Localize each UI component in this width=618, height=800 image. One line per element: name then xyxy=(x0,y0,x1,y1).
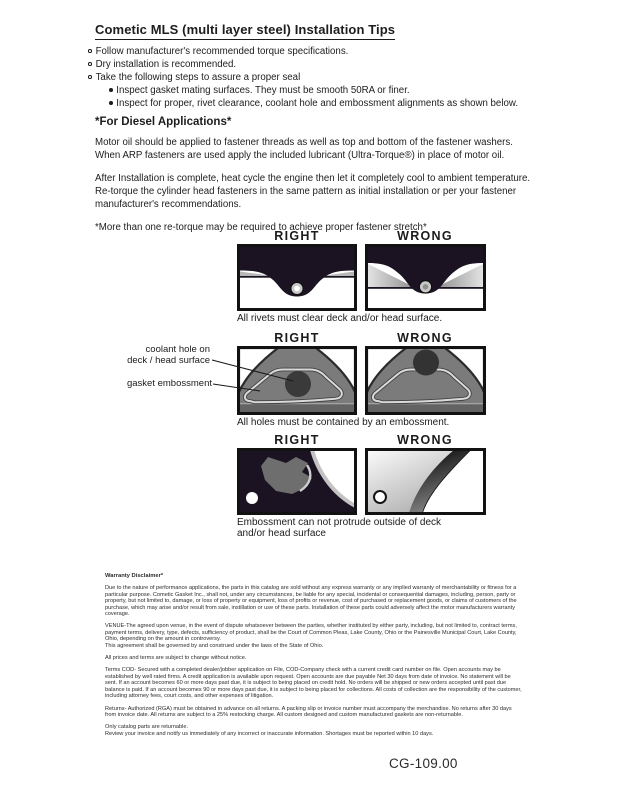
tip-bullet xyxy=(88,71,540,84)
diesel-paragraph-1: Motor oil should be applied to fastener threads as well as top and bottom of the fastener washers. When ARP fasteners are used apply the included lubricant (Ultra-Torque®) in place of motor oil. xyxy=(95,137,513,161)
wrong-label: WRONG xyxy=(397,331,453,345)
tip-sub-bullet xyxy=(88,84,540,97)
rivet-right-diagram xyxy=(237,244,357,311)
rivet-wrong-diagram xyxy=(365,244,486,311)
disclaimer-catalog-parts: Only catalog parts are returnable. xyxy=(105,724,189,731)
tip-text: Inspect gasket mating surfaces. They must be smooth 50RA or finer. xyxy=(116,85,410,96)
retorque-note: *More than one re-torque may be required to achieve proper fastener stretch* xyxy=(95,222,427,233)
bolt-hole xyxy=(374,491,386,503)
part-number: CG-109.00 xyxy=(389,756,458,771)
figure-caption-line-2: and/or head surface xyxy=(237,527,326,539)
figure-caption: All holes must be contained by an embossment. xyxy=(237,417,450,428)
tip-bullet xyxy=(88,45,540,58)
tip-text: Dry installation is recommended. xyxy=(95,59,237,70)
open-bullet-icon xyxy=(88,75,92,79)
rivet-center xyxy=(294,286,300,292)
disclaimer-prices-notice: All prices and terms are subject to change without notice. xyxy=(105,655,247,662)
tip-bullet xyxy=(88,58,540,71)
disclaimer-returns-paragraph: Returns- Authorized (RGA) must be obtained in advance on all returns. A packing slip or invoice number must accompany the merchandise. No returns after 30 days from invoice date. All returns are subject to a 25% restocking charge. All custom designed and custom manufactured gaskets are non-returnable. xyxy=(105,705,512,718)
installation-tips-list xyxy=(88,45,540,110)
figure-embossment-protrusion xyxy=(237,433,497,540)
coolant-hole xyxy=(413,350,439,376)
right-label: RIGHT xyxy=(274,433,320,447)
warranty-disclaimer-section xyxy=(105,573,524,743)
disclaimer-warranty-paragraph: Due to the nature of performance applications, the parts in this catalog are sold without any express warranty or any implied warranty of merchantability or fitness for a particular purpose. Cometic Gasket Inc., shall not, under any circumstances, be liable for any special, incidental or consequential damages, including, person, party or property, but not limited to, damage, or loss of property or equipment, loss of profits or revenue, cost of purchased or replacement goods, or claims of customers of the purchase, which may arise and/or result from sale, instillation or use of these parts. Installation of these parts could adversely affect the motor manufacturers warranty coverage. xyxy=(105,585,517,618)
disclaimer-governing-law: This agreement shall be governed by and construed under the laws of the State of Ohio. xyxy=(105,642,324,649)
wrong-label: WRONG xyxy=(397,229,453,243)
diesel-heading: *For Diesel Applications* xyxy=(95,116,232,128)
disclaimer-terms-paragraph: Terms COD- Secured with a completed dealer/jobber application on File, COD-Company check with a current credit card number on file. Open accounts may be established by well rated firms. A credit application is available upon request. Open accounts are due payable Net 30 days from date of invoice. No statement will be sent. If an account becomes 60 or more days past due, it is subject to being placed on credit hold. No orders will be shipped or new orders accepted until past due balance is paid. If an account becomes 90 or more days past due, it is subject to being placed for collections. All costs of collection are the responsibility of the customer, including attorney fees, court costs, and other expenses of litigation. xyxy=(105,667,522,700)
hole-wrong-diagram xyxy=(365,346,486,415)
rivet-center xyxy=(423,284,429,290)
figure-caption: All rivets must clear deck and/or head surface. xyxy=(237,313,443,324)
annotation-line: deck / head surface xyxy=(127,354,210,366)
tip-sub-bullet xyxy=(88,97,540,110)
open-bullet-icon xyxy=(88,62,92,66)
tip-text: Take the following steps to assure a proper seal xyxy=(95,72,301,83)
pointer-line-embossment xyxy=(213,384,260,391)
figure-rivet-clearance xyxy=(237,229,497,325)
right-label: RIGHT xyxy=(274,331,320,345)
embossment-wrong-diagram xyxy=(365,448,486,515)
filled-bullet-icon xyxy=(109,88,113,92)
embossment-right-diagram xyxy=(237,448,357,515)
annotation-line: coolant hole on xyxy=(145,344,210,355)
annotation-coolant-hole xyxy=(98,345,210,366)
wrong-label: WRONG xyxy=(397,433,453,447)
tip-text: Follow manufacturer's recommended torque specifications. xyxy=(95,46,349,57)
page-title: Cometic MLS (multi layer steel) Installation Tips xyxy=(95,22,395,40)
annotation-gasket-embossment: gasket embossment xyxy=(126,378,212,389)
diesel-paragraph-2: After Installation is complete, heat cycle the engine then let it completely cool to ambient temperature. Re-torque the cylinder head fasteners in the same pattern as initial installation or per your fastener manufacturer's recommendations. xyxy=(95,173,531,210)
bolt-hole xyxy=(246,492,258,504)
tip-text: Inspect for proper, rivet clearance, coolant hole and embossment alignments as shown below. xyxy=(116,98,519,109)
pointer-line-coolant xyxy=(212,360,293,381)
annotation-pointer-lines xyxy=(209,352,301,396)
open-bullet-icon xyxy=(88,49,92,53)
right-label: RIGHT xyxy=(274,229,320,243)
disclaimer-venue-paragraph: VENUE-The agreed upon venue, in the event of dispute whatsoever between the parties, whether instituted by either party, including, but not limited to, contract terms, payment terms, delivery, type, defects, sufficiency of product, shall be the Court of Common Pleas, Lake County, Ohio or the Painesville Municipal Court, Lake County, Ohio, depending on the amount in controversy. xyxy=(105,623,517,643)
filled-bullet-icon xyxy=(109,101,113,105)
figure-caption-line-1: Embossment can not protrude outside of deck xyxy=(237,517,442,528)
disclaimer-heading: Warranty Disclaimer* xyxy=(105,573,164,579)
diesel-applications-section xyxy=(95,116,533,234)
disclaimer-review-invoice: Review your invoice and notify us immediately of any incorrect or inaccurate information. Shortages must be reported within 10 days. xyxy=(105,730,434,737)
